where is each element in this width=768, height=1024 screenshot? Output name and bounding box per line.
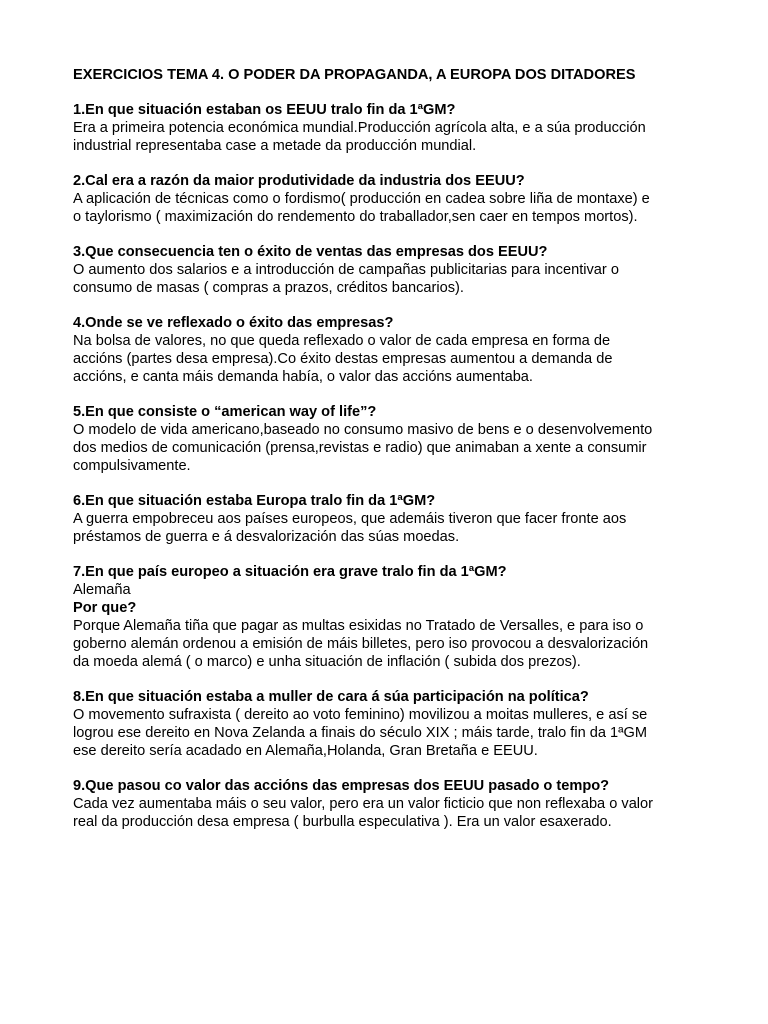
answer-9-line-1: Cada vez aumentaba máis o seu valor, pero era un valor ficticio que non reflexaba o valor [73, 796, 654, 812]
answer-8-line-1: O movemento sufraxista ( dereito ao voto feminino) movilizou a moitas mulleres, e así se [73, 707, 648, 723]
document-title: EXERCICIOS TEMA 4. O PODER DA PROPAGANDA, A EUROPA DOS DITADORES [73, 67, 636, 83]
answer-5-line-1: O modelo de vida americano,baseado no consumo masivo de bens e o desenvolvemento [73, 422, 653, 438]
sub-answer-7-line-2: goberno alemán ordenou a emisión de máis billetes, pero iso provocou a desvalorización [73, 636, 649, 652]
question-block-6 [73, 492, 708, 546]
question-2: 2.Cal era a razón da maior produtividade da industria dos EEUU? [73, 173, 525, 189]
question-7: 7.En que país europeo a situación era grave tralo fin da 1ªGM? [73, 564, 507, 580]
answer-4-line-3: accións, e canta máis demanda había, o valor das accións aumentaba. [73, 369, 533, 385]
answer-2-line-2: o taylorismo ( maximización do rendemento do traballador,sen caer en tempos mortos). [73, 209, 638, 225]
answer-8-line-3: ese dereito sería acadado en Alemaña,Holanda, Gran Bretaña e EEUU. [73, 743, 538, 759]
question-block-5 [73, 403, 708, 475]
question-9: 9.Que pasou co valor das accións das empresas dos EEUU pasado o tempo? [73, 778, 610, 794]
question-block-3 [73, 243, 708, 297]
sub-question-7: Por que? [73, 600, 137, 616]
answer-5-line-2: dos medios de comunicación (prensa,revistas e radio) que animaban a xente a consumir [73, 440, 647, 456]
answer-7-line-1: Alemaña [73, 582, 131, 598]
answer-2-line-1: A aplicación de técnicas como o fordismo( producción en cadea sobre liña de montaxe) e [73, 191, 650, 207]
answer-1-line-2: industrial representaba case a metade da producción mundial. [73, 138, 477, 154]
question-3: 3.Que consecuencia ten o éxito de ventas das empresas dos EEUU? [73, 244, 548, 260]
question-block-8 [73, 688, 708, 760]
question-block-9 [73, 777, 708, 831]
question-block-7 [73, 563, 708, 671]
answer-8-line-2: logrou ese dereito en Nova Zelanda a finais do século XIX ; máis tarde, tralo fin da 1ªGM [73, 725, 648, 741]
answer-6-line-1: A guerra empobreceu aos países europeos, que ademáis tiveron que facer fronte aos [73, 511, 627, 527]
question-4: 4.Onde se ve reflexado o éxito das empresas? [73, 315, 394, 331]
question-8: 8.En que situación estaba a muller de cara á súa participación na política? [73, 689, 589, 705]
answer-4-line-2: accións (partes desa empresa).Co éxito destas empresas aumentou a demanda de [73, 351, 613, 367]
answer-5-line-3: compulsivamente. [73, 458, 191, 474]
answer-4-line-1: Na bolsa de valores, no que queda reflexado o valor de cada empresa en forma de [73, 333, 611, 349]
question-5: 5.En que consiste o “american way of life”? [73, 404, 377, 420]
answer-3-line-1: O aumento dos salarios e a introducción de campañas publicitarias para incentivar o [73, 262, 619, 278]
question-block-1 [73, 101, 708, 155]
question-6: 6.En que situación estaba Europa tralo fin da 1ªGM? [73, 493, 436, 509]
sub-answer-7-line-3: da moeda alemá ( o marco) e unha situación de inflación ( subida dos prezos). [73, 654, 581, 670]
answer-3-line-2: consumo de masas ( compras a prazos, créditos bancarios). [73, 280, 464, 296]
answer-9-line-2: real da producción desa empresa ( burbulla especulativa ). Era un valor esaxerado. [73, 814, 612, 830]
question-1: 1.En que situación estaban os EEUU tralo fin da 1ªGM? [73, 102, 456, 118]
question-block-4 [73, 314, 708, 386]
answer-1-line-1: Era a primeira potencia económica mundial.Producción agrícola alta, e a súa producción [73, 120, 646, 136]
answer-6-line-2: préstamos de guerra e á desvalorización das súas moedas. [73, 529, 460, 545]
question-block-2 [73, 172, 708, 226]
sub-answer-7-line-1: Porque Alemaña tiña que pagar as multas esixidas no Tratado de Versalles, e para iso o [73, 618, 644, 634]
